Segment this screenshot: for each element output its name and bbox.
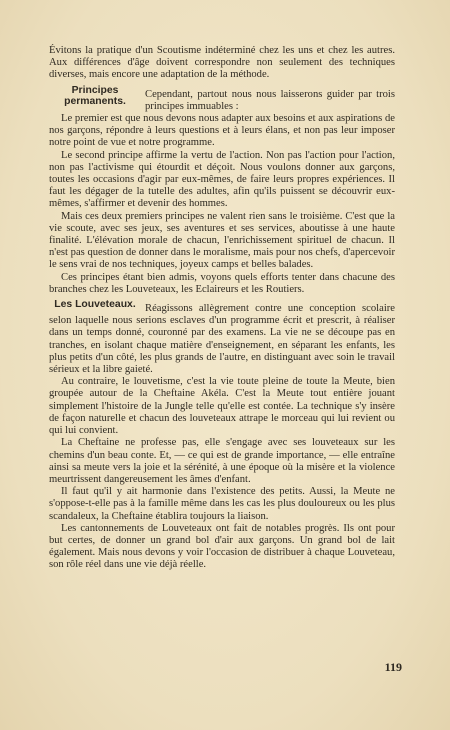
section-lead: Cependant, partout nous nous laisserons guider par trois principes immuables : [145, 88, 395, 112]
paragraph: Les cantonnements de Louveteaux ont fait de notables progrès. Ils ont pour but certes, de donner un grand bol d'air aux garçons. Un grand bol de lait également. Mais nous devons y voir l'occasion de distribuer à chaque Louveteau, son rôle réel dans une vie déjà réelle. [49, 522, 395, 571]
section-heading: Principes permanents. [64, 84, 126, 108]
intro-paragraph: Évitons la pratique d'un Scoutisme indéterminé chez les uns et chez les autres. Aux différences d'âge doivent correspondre non seulement des techniques diverses, mais encore une adaptation de la méthode. [49, 45, 395, 81]
section-heading: Les Louveteaux. [54, 299, 136, 311]
section-lead: Réagissons allègrement contre une conception scolaire selon laquelle nous serions esclaves d'un programme écrit et prescrit, à réaliser dans un temps donné, couronné par des examens. La vie ne se découpe pas en tranches, en isolant chaque matière d'enseignement, en séparant les enfants, les plus petits d'un côté, les plus grands de l'autre, en distinguant avec soin le travail sérieux et la libre gaieté. [49, 303, 395, 376]
paragraph: Mais ces deux premiers principes ne valent rien sans le troisième. C'est que la vie scoute, avec ses jeux, ses aventures et ses services, aboutisse à une haute finalité. L'élévation morale de chacun, l'enrichissement spirituel de chacun. Il n'est pas question de donner dans le moralisme, mais pour nos chefs, d'apercevoir le sens vrai de nos techniques, joyeux camps et belles balades. [49, 210, 395, 271]
page-body [49, 45, 395, 572]
paragraph: Ces principes étant bien admis, voyons quels efforts tenter dans chacune des branches chez les Louveteaux, les Eclaireurs et les Routiers. [49, 271, 395, 295]
section-principes [49, 85, 395, 113]
section-louveteaux [49, 299, 395, 376]
paragraph: Le second principe affirme la vertu de l'action. Non pas l'action pour l'action, non pas l'activisme qui étourdit et déçoit. Nous voulons donner aux garçons, toutes les occasions d'agir par eux-mêmes, de faire leurs propres expériences. Il faut les dégager de la tutelle des adultes, afin qu'ils puissent se découvrir eux-mêmes, s'affirmer et devenir des hommes. [49, 149, 395, 210]
page-number: 119 [384, 660, 402, 674]
paragraph: La Cheftaine ne professe pas, elle s'engage avec ses louveteaux sur les chemins d'un beau conte. Et, — ce qui est de grande importance, — elle entraîne ainsi sa meute vers la joie et la sérénité, à une époque où la misère et la violence meurtrissent dangereusement les âmes d'enfant. [49, 437, 395, 485]
paragraph: Au contraire, le louvetisme, c'est la vie toute pleine de toute la Meute, bien groupée autour de la Cheftaine Akéla. C'est la Meute tout entière jouant simplement l'histoire de la Jungle telle qu'elle est contée. La technique s'y insère de façon naturelle et chacun des louveteaux attrape le morceau qui lui revient ou qui lui convient. [49, 376, 395, 437]
paragraph: Il faut qu'il y ait harmonie dans l'existence des petits. Aussi, la Meute ne s'oppose-t-elle pas à la famille même dans les cas les plus douloureux ou les plus scandaleux, la Cheftaine établira toujours la liaison. [49, 486, 395, 522]
paragraph: Le premier est que nous devons nous adapter aux besoins et aux aspirations de nos garçons, répondre à leurs questions et à leurs élans, et non pas leur imposer notre point de vue et notre programme. [49, 113, 395, 149]
